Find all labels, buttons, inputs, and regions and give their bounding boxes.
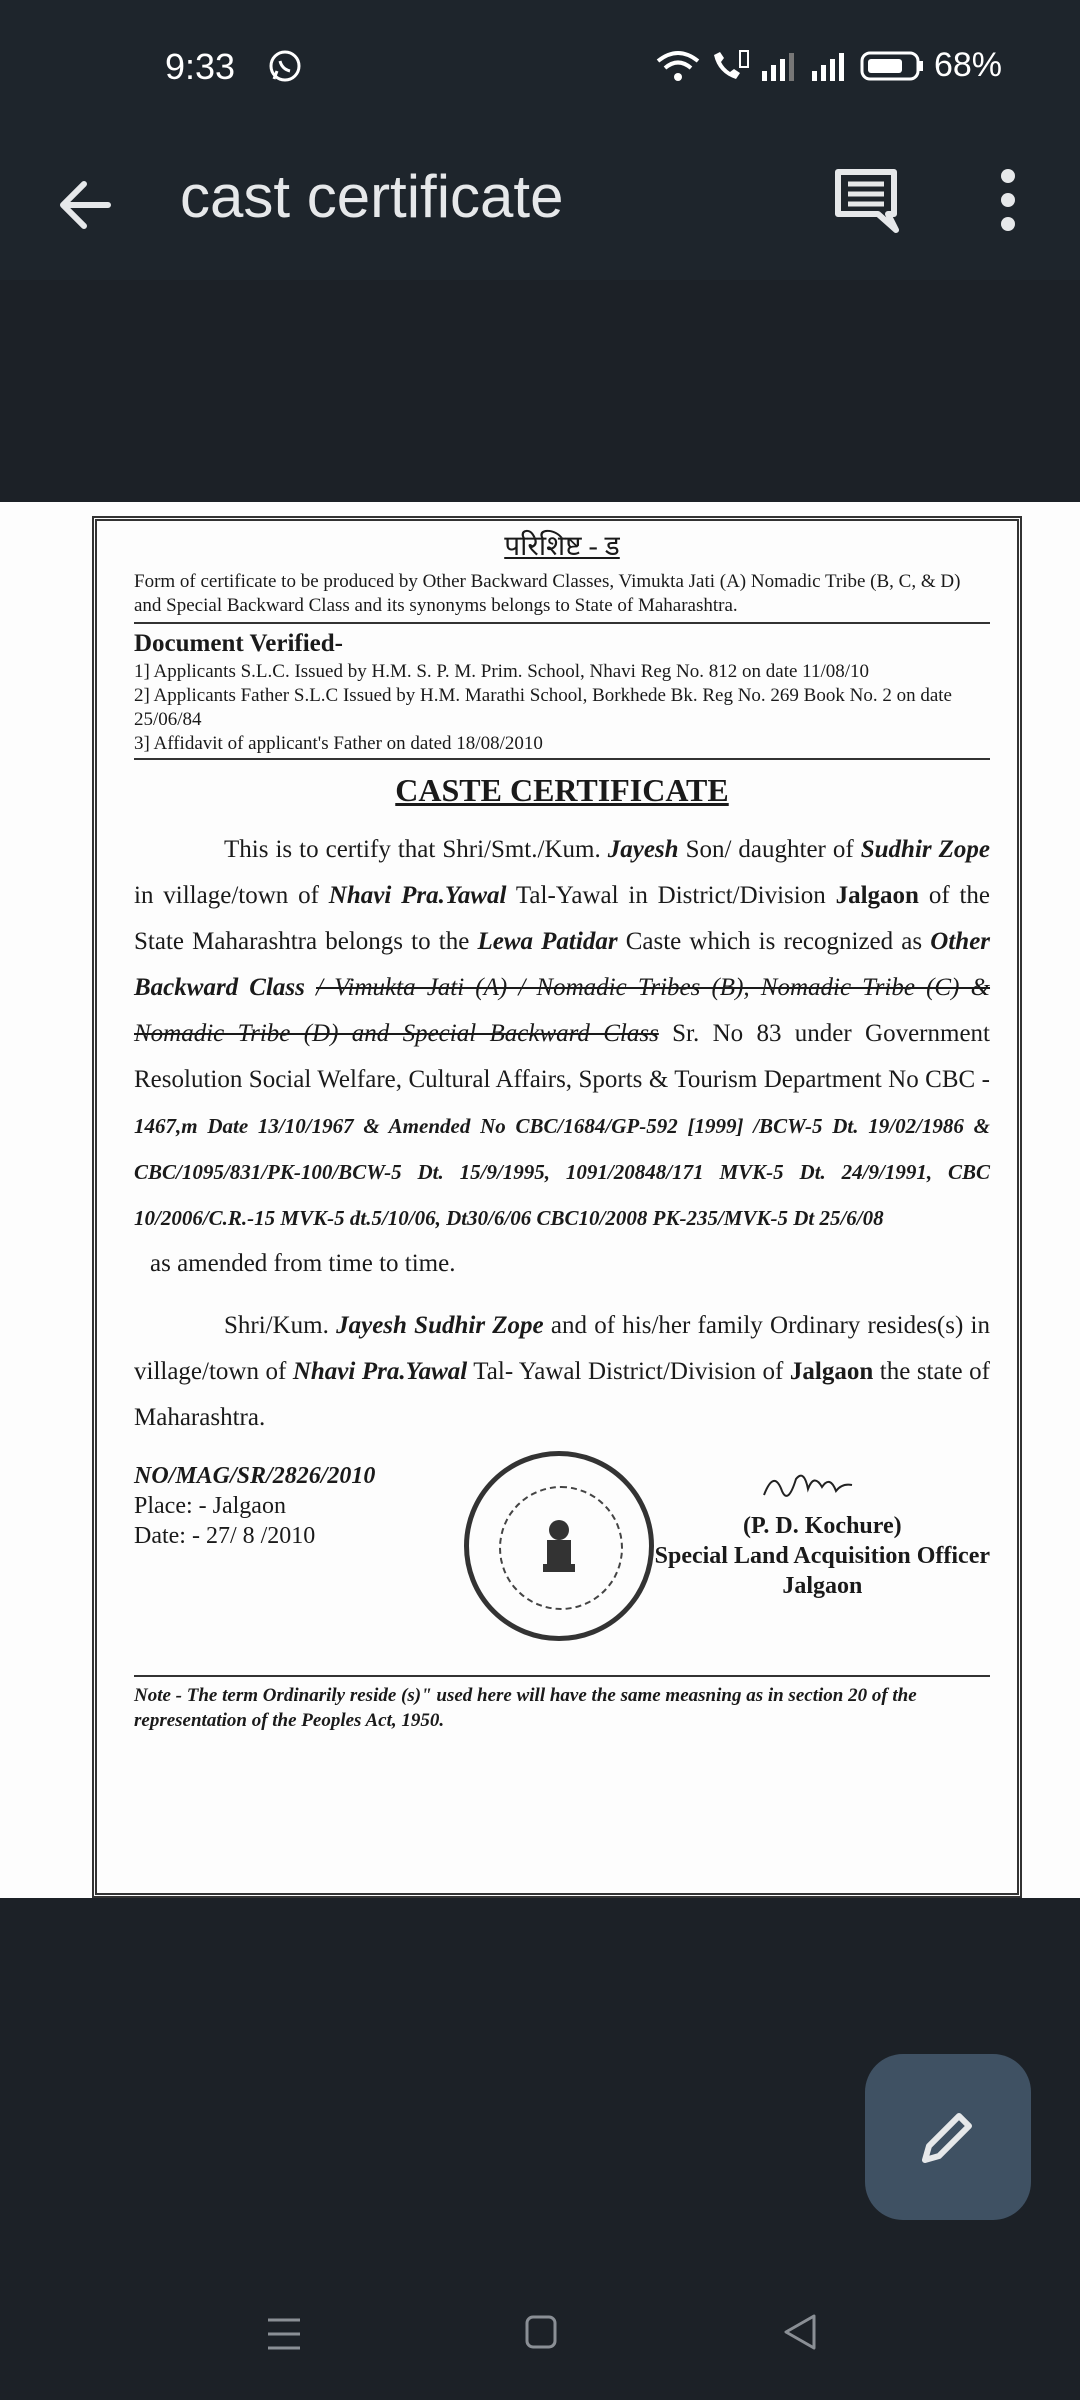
call-icon [710, 49, 750, 83]
battery-icon [860, 50, 924, 82]
certificate-footer [134, 1461, 990, 1661]
certificate-paragraph-1: This is to certify that Shri/Smt./Kum. Jayesh Son/ daughter of Sudhir Zope in village/town of Nhavi Pra.Yawal Tal-Yawal in District/Division Jalgaon of the State Maharashtra belongs to the Lewa Patidar Caste which is recognized as Other Backward Class / Vimukta Jati (A) / Nomadic Tribes (B), Nomadic Tribe (C) & Nomadic Tribe (D) and Special Backward Class Sr. No 83 under Government Resolution Social Welfare, Cultural Affairs, Sports & Tourism Department No CBC - 1467,m Date 13/10/1967 & Amended No CBC/1684/GP-592 [1999] /BCW-5 Dt. 19/02/1986 & CBC/1095/831/PK-100/BCW-5 Dt. 15/9/1995, 1091/20848/171 MVK-5 Dt. 24/9/1991, CBC 10/2006/C.R.-15 MVK-5 dt.5/10/06, Dt30/6/06 CBC10/2008 PK-235/MVK-5 Dt 25/6/08 [134, 836, 991, 1230]
verified-item: 3] Affidavit of applicant's Father on dated 18/08/2010 [134, 733, 543, 754]
signal-icon [760, 51, 800, 81]
doc-verified-label: Document Verified- [134, 630, 343, 657]
comment-icon[interactable] [826, 160, 906, 240]
signal-icon [810, 51, 850, 81]
verified-list [134, 660, 990, 760]
wifi-icon [656, 49, 700, 83]
recents-menu-icon[interactable] [266, 2314, 302, 2354]
date: Date: - 27/ 8 /2010 [134, 1523, 316, 1549]
more-vert-icon[interactable] [978, 160, 1038, 240]
whatsapp-icon [268, 49, 302, 83]
signatory-title: Special Land Acquisition Officer [654, 1543, 990, 1569]
place: Place: - Jalgaon [134, 1493, 286, 1519]
signatory-block [655, 1511, 990, 1601]
emblem-icon [537, 1516, 581, 1576]
page-title: cast certificate [180, 163, 564, 230]
document-page[interactable] [0, 502, 1080, 1898]
battery-percent: 68% [933, 46, 1002, 84]
certificate-content [134, 526, 990, 1752]
back-triangle-icon[interactable] [782, 2312, 818, 2352]
signatory-place: Jalgaon [782, 1573, 863, 1599]
hindi-title: परिशिष्ट - ड [504, 531, 620, 562]
certificate-note: Note - The term Ordinarily reside (s)" used here will have the same measning as in section 20 of the representation of the Peoples Act, 1950. [134, 1675, 990, 1733]
verified-item: 1] Applicants S.L.C. Issued by H.M. S. P. M. Prim. School, Nhavi Reg No. 812 on date 11/08/10 [134, 661, 870, 682]
certificate-heading: CASTE CERTIFICATE [395, 772, 729, 808]
status-time: 9:33 [165, 46, 236, 87]
signatory-name: (P. D. Kochure) [742, 1513, 902, 1539]
signature [760, 1465, 870, 1505]
reference-number: NO/MAG/SR/2826/2010 [134, 1463, 376, 1489]
certificate-paragraph-2: Shri/Kum. Jayesh Sudhir Zope and of his/her family Ordinary resides(s) in village/town of Nhavi Pra.Yawal Tal- Yawal District/Division of Jalgaon the state of Maharashtra. [134, 1312, 990, 1431]
official-seal [464, 1451, 654, 1641]
home-square-icon[interactable] [524, 2314, 558, 2350]
status-bar [0, 0, 1080, 130]
form-line: Form of certificate to be produced by Other Backward Classes, Vimukta Jati (A) Nomadic Tribe (B, C, & D) and Special Backward Class and its synonyms belongs to State of Maharashtra. [134, 570, 990, 624]
back-arrow-icon[interactable] [50, 170, 120, 240]
edit-button[interactable] [865, 2054, 1031, 2220]
amended-line: as amended from time to time. [150, 1250, 456, 1277]
status-icons [656, 46, 1002, 85]
verified-item: 2] Applicants Father S.L.C Issued by H.M. Marathi School, Borkhede Bk. Reg No. 269 Book No. 2 on date 25/06/84 [134, 685, 952, 730]
app-bar [0, 130, 1080, 280]
system-nav-bar [0, 2280, 1080, 2400]
edit-pencil-icon [915, 2104, 981, 2170]
reference-block [134, 1461, 375, 1551]
